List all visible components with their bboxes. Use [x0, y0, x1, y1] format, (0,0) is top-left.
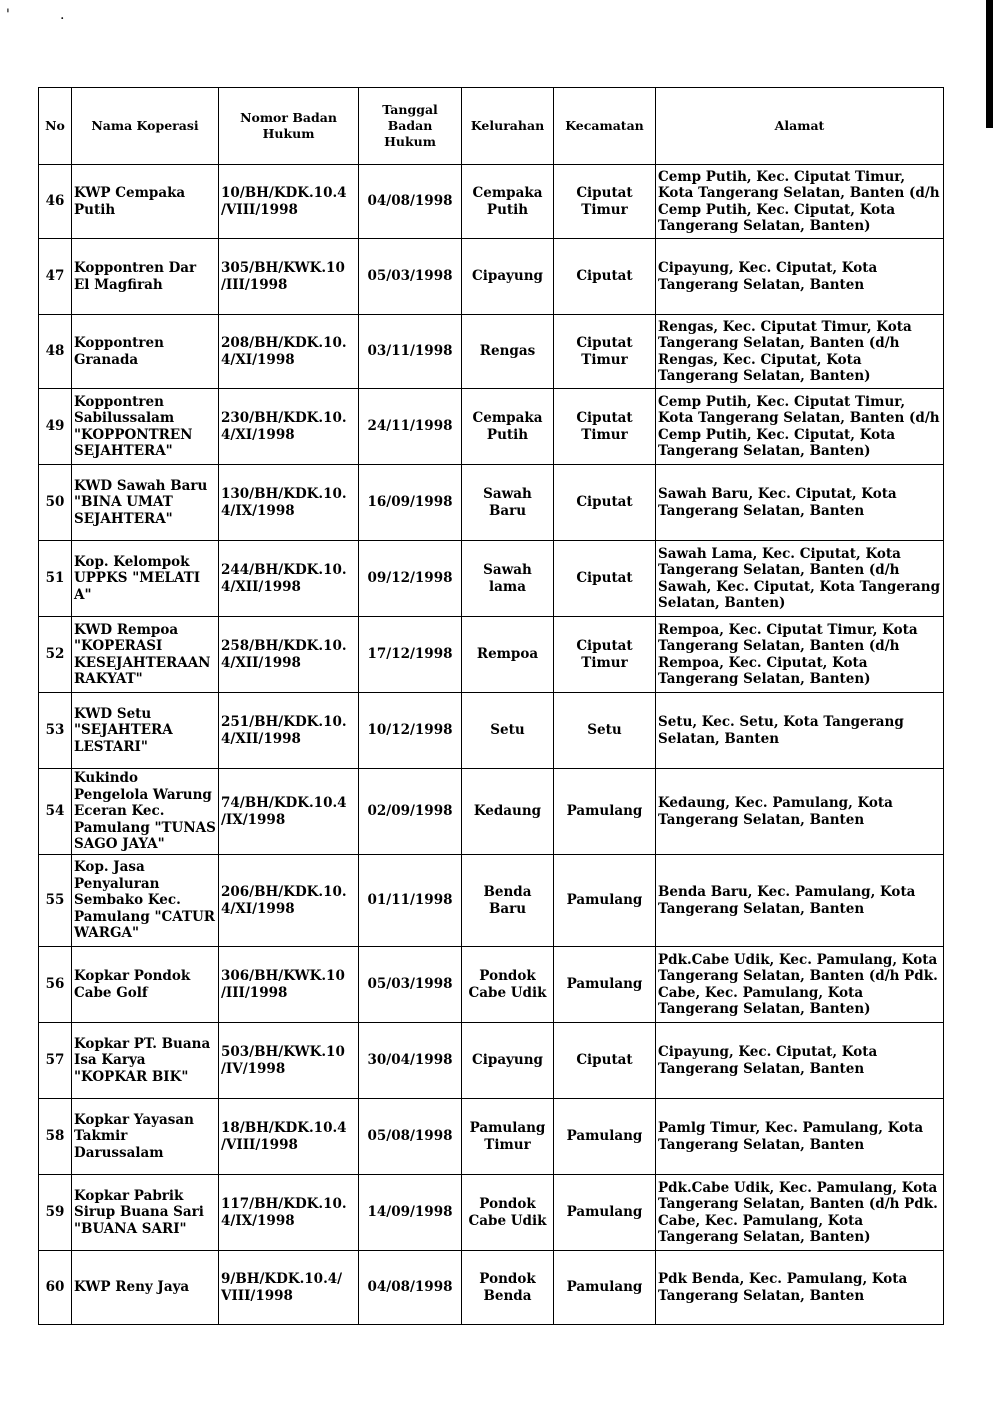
- header-alamat: Alamat: [656, 88, 944, 165]
- table-row: [39, 315, 944, 389]
- table-row: [39, 239, 944, 315]
- table-row: [39, 693, 944, 769]
- cell-no: 50: [39, 465, 72, 541]
- header-kelurahan: Kelurahan: [462, 88, 554, 165]
- cell-alamat: Rempoa, Kec. Ciputat Timur, Kota Tangerang Selatan, Banten (d/h Rempoa, Kec. Ciputat, Kota Tangerang Selatan, Banten): [656, 617, 944, 693]
- cell-kelurahan: Cipayung: [462, 1023, 554, 1099]
- cell-nomor-badan-hukum: 9/BH/KDK.10.4/ VIII/1998: [219, 1251, 359, 1325]
- cell-kelurahan: Setu: [462, 693, 554, 769]
- cell-no: 53: [39, 693, 72, 769]
- cell-kecamatan: Ciputat: [554, 1023, 656, 1099]
- cell-nomor-badan-hukum: 74/BH/KDK.10.4 /IX/1998: [219, 769, 359, 855]
- table-row: [39, 947, 944, 1023]
- table-body: [39, 165, 944, 1325]
- cell-kelurahan: Cempaka Putih: [462, 165, 554, 239]
- cell-kelurahan: Sawah lama: [462, 541, 554, 617]
- cell-tanggal: 09/12/1998: [359, 541, 462, 617]
- cell-alamat: Setu, Kec. Setu, Kota Tangerang Selatan, Banten: [656, 693, 944, 769]
- cell-tanggal: 05/03/1998: [359, 239, 462, 315]
- cell-nomor-badan-hukum: 10/BH/KDK.10.4 /VIII/1998: [219, 165, 359, 239]
- cell-alamat: Sawah Baru, Kec. Ciputat, Kota Tangerang Selatan, Banten: [656, 465, 944, 541]
- cell-kelurahan: Cempaka Putih: [462, 389, 554, 465]
- cell-nama-koperasi: Kopkar Yayasan Takmir Darussalam: [72, 1099, 219, 1175]
- cell-kelurahan: Pamulang Timur: [462, 1099, 554, 1175]
- cell-tanggal: 30/04/1998: [359, 1023, 462, 1099]
- cell-tanggal: 17/12/1998: [359, 617, 462, 693]
- cell-tanggal: 01/11/1998: [359, 855, 462, 947]
- cell-nomor-badan-hukum: 208/BH/KDK.10. 4/XI/1998: [219, 315, 359, 389]
- cooperative-register-table: [38, 87, 944, 1325]
- cell-kelurahan: Benda Baru: [462, 855, 554, 947]
- cell-kecamatan: Pamulang: [554, 1099, 656, 1175]
- cell-alamat: Sawah Lama, Kec. Ciputat, Kota Tangerang Selatan, Banten (d/h Sawah, Kec. Ciputat, Kota Tangerang Selatan, Banten): [656, 541, 944, 617]
- cell-alamat: Cemp Putih, Kec. Ciputat Timur, Kota Tangerang Selatan, Banten (d/h Cemp Putih, Kec. Ciputat, Kota Tangerang Selatan, Banten): [656, 389, 944, 465]
- cell-no: 52: [39, 617, 72, 693]
- cell-kecamatan: Setu: [554, 693, 656, 769]
- cell-nomor-badan-hukum: 244/BH/KDK.10. 4/XII/1998: [219, 541, 359, 617]
- cell-no: 58: [39, 1099, 72, 1175]
- cell-nama-koperasi: Koppontren Granada: [72, 315, 219, 389]
- cell-no: 60: [39, 1251, 72, 1325]
- cell-alamat: Benda Baru, Kec. Pamulang, Kota Tangerang Selatan, Banten: [656, 855, 944, 947]
- cell-no: 55: [39, 855, 72, 947]
- cell-tanggal: 10/12/1998: [359, 693, 462, 769]
- cell-no: 56: [39, 947, 72, 1023]
- cell-kecamatan: Ciputat: [554, 239, 656, 315]
- cell-tanggal: 04/08/1998: [359, 165, 462, 239]
- cell-no: 47: [39, 239, 72, 315]
- table-row: [39, 1251, 944, 1325]
- cell-tanggal: 05/03/1998: [359, 947, 462, 1023]
- cell-kelurahan: Sawah Baru: [462, 465, 554, 541]
- cell-alamat: Cemp Putih, Kec. Ciputat Timur, Kota Tangerang Selatan, Banten (d/h Cemp Putih, Kec. Ciputat, Kota Tangerang Selatan, Banten): [656, 165, 944, 239]
- cell-nomor-badan-hukum: 258/BH/KDK.10. 4/XII/1998: [219, 617, 359, 693]
- cell-nama-koperasi: Kopkar PT. Buana Isa Karya "KOPKAR BIK": [72, 1023, 219, 1099]
- cell-nama-koperasi: Kopkar Pabrik Sirup Buana Sari "BUANA SARI": [72, 1175, 219, 1251]
- cell-nama-koperasi: Kopkar Pondok Cabe Golf: [72, 947, 219, 1023]
- cell-nomor-badan-hukum: 306/BH/KWK.10 /III/1998: [219, 947, 359, 1023]
- cell-nomor-badan-hukum: 117/BH/KDK.10. 4/IX/1998: [219, 1175, 359, 1251]
- table-row: [39, 465, 944, 541]
- table-row: [39, 617, 944, 693]
- cell-kelurahan: Pondok Cabe Udik: [462, 947, 554, 1023]
- cell-alamat: Cipayung, Kec. Ciputat, Kota Tangerang Selatan, Banten: [656, 239, 944, 315]
- cell-nama-koperasi: Kukindo Pengelola Warung Eceran Kec. Pamulang "TUNAS SAGO JAYA": [72, 769, 219, 855]
- table-row: [39, 1023, 944, 1099]
- header-row: [39, 88, 944, 165]
- cell-alamat: Kedaung, Kec. Pamulang, Kota Tangerang Selatan, Banten: [656, 769, 944, 855]
- cell-tanggal: 24/11/1998: [359, 389, 462, 465]
- cell-nama-koperasi: KWP Cempaka Putih: [72, 165, 219, 239]
- cell-nomor-badan-hukum: 130/BH/KDK.10. 4/IX/1998: [219, 465, 359, 541]
- scan-mark-left: ': [6, 7, 10, 23]
- table-row: [39, 389, 944, 465]
- table-row: [39, 1175, 944, 1251]
- cell-alamat: Pdk.Cabe Udik, Kec. Pamulang, Kota Tangerang Selatan, Banten (d/h Pdk. Cabe, Kec. Pamulang, Kota Tangerang Selatan, Banten): [656, 1175, 944, 1251]
- cell-kecamatan: Pamulang: [554, 1251, 656, 1325]
- cell-kelurahan: Pondok Benda: [462, 1251, 554, 1325]
- cell-nomor-badan-hukum: 305/BH/KWK.10 /III/1998: [219, 239, 359, 315]
- cell-nama-koperasi: KWD Sawah Baru "BINA UMAT SEJAHTERA": [72, 465, 219, 541]
- cell-no: 48: [39, 315, 72, 389]
- cell-nama-koperasi: KWD Setu "SEJAHTERA LESTARI": [72, 693, 219, 769]
- cell-kelurahan: Rempoa: [462, 617, 554, 693]
- header-tanggal-badan-hukum: Tanggal Badan Hukum: [359, 88, 462, 165]
- cell-nomor-badan-hukum: 503/BH/KWK.10 /IV/1998: [219, 1023, 359, 1099]
- cell-nomor-badan-hukum: 251/BH/KDK.10. 4/XII/1998: [219, 693, 359, 769]
- header-nomor-badan-hukum: Nomor Badan Hukum: [219, 88, 359, 165]
- cell-nama-koperasi: KWD Rempoa "KOPERASI KESEJAHTERAAN RAKYAT": [72, 617, 219, 693]
- scan-mark-right: .: [60, 7, 65, 23]
- cell-nama-koperasi: Koppontren Sabilussalam "KOPPONTREN SEJAHTERA": [72, 389, 219, 465]
- cell-no: 51: [39, 541, 72, 617]
- table-row: [39, 1099, 944, 1175]
- cell-kecamatan: Ciputat Timur: [554, 165, 656, 239]
- cell-alamat: Pdk.Cabe Udik, Kec. Pamulang, Kota Tangerang Selatan, Banten (d/h Pdk. Cabe, Kec. Pamulang, Kota Tangerang Selatan, Banten): [656, 947, 944, 1023]
- cell-nama-koperasi: Kop. Jasa Penyaluran Sembako Kec. Pamulang "CATUR WARGA": [72, 855, 219, 947]
- cell-kecamatan: Ciputat Timur: [554, 617, 656, 693]
- cell-alamat: Pamlg Timur, Kec. Pamulang, Kota Tangerang Selatan, Banten: [656, 1099, 944, 1175]
- cell-kecamatan: Ciputat: [554, 541, 656, 617]
- cell-no: 57: [39, 1023, 72, 1099]
- header-kecamatan: Kecamatan: [554, 88, 656, 165]
- cell-alamat: Cipayung, Kec. Ciputat, Kota Tangerang Selatan, Banten: [656, 1023, 944, 1099]
- cell-kelurahan: Kedaung: [462, 769, 554, 855]
- cell-kelurahan: Pondok Cabe Udik: [462, 1175, 554, 1251]
- cell-tanggal: 02/09/1998: [359, 769, 462, 855]
- cell-no: 59: [39, 1175, 72, 1251]
- cell-alamat: Rengas, Kec. Ciputat Timur, Kota Tangerang Selatan, Banten (d/h Rengas, Kec. Ciputat, Kota Tangerang Selatan, Banten): [656, 315, 944, 389]
- cell-nama-koperasi: Koppontren Dar El Magfirah: [72, 239, 219, 315]
- table-row: [39, 541, 944, 617]
- cell-nama-koperasi: KWP Reny Jaya: [72, 1251, 219, 1325]
- cell-tanggal: 14/09/1998: [359, 1175, 462, 1251]
- cell-tanggal: 05/08/1998: [359, 1099, 462, 1175]
- cell-no: 54: [39, 769, 72, 855]
- cell-tanggal: 16/09/1998: [359, 465, 462, 541]
- table-row: [39, 165, 944, 239]
- cell-kecamatan: Ciputat Timur: [554, 315, 656, 389]
- cell-alamat: Pdk Benda, Kec. Pamulang, Kota Tangerang Selatan, Banten: [656, 1251, 944, 1325]
- cell-kecamatan: Pamulang: [554, 947, 656, 1023]
- cell-tanggal: 03/11/1998: [359, 315, 462, 389]
- cell-tanggal: 04/08/1998: [359, 1251, 462, 1325]
- cell-nomor-badan-hukum: 18/BH/KDK.10.4 /VIII/1998: [219, 1099, 359, 1175]
- cell-kelurahan: Rengas: [462, 315, 554, 389]
- table-row: [39, 855, 944, 947]
- cell-nomor-badan-hukum: 206/BH/KDK.10. 4/XI/1998: [219, 855, 359, 947]
- table-header: [39, 88, 944, 165]
- cell-no: 49: [39, 389, 72, 465]
- cell-kecamatan: Pamulang: [554, 855, 656, 947]
- cell-nama-koperasi: Kop. Kelompok UPPKS "MELATI A": [72, 541, 219, 617]
- cell-kecamatan: Pamulang: [554, 1175, 656, 1251]
- cell-nomor-badan-hukum: 230/BH/KDK.10. 4/XI/1998: [219, 389, 359, 465]
- table-row: [39, 769, 944, 855]
- cell-kecamatan: Pamulang: [554, 769, 656, 855]
- cell-kelurahan: Cipayung: [462, 239, 554, 315]
- cell-no: 46: [39, 165, 72, 239]
- header-nama-koperasi: Nama Koperasi: [72, 88, 219, 165]
- scan-edge-bar: [986, 0, 993, 128]
- cell-kecamatan: Ciputat Timur: [554, 389, 656, 465]
- header-no: No: [39, 88, 72, 165]
- cell-kecamatan: Ciputat: [554, 465, 656, 541]
